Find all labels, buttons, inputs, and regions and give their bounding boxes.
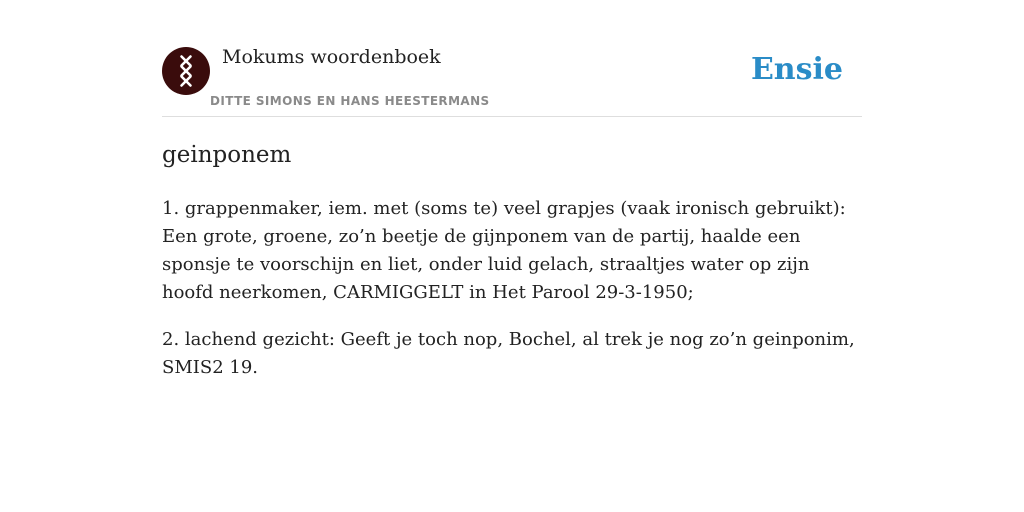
ensie-logo[interactable]: Ensie [750, 52, 843, 87]
dictionary-authors: DITTE SIMONS EN HANS HEESTERMANS [210, 94, 490, 108]
dictionary-header [162, 44, 862, 117]
entry-content [162, 139, 862, 401]
dictionary-title[interactable]: Mokums woordenboek [222, 46, 441, 68]
definition-1: 1. grappenmaker, iem. met (soms te) veel grapjes (vaak ironisch gebruikt): Een grote, groene, zo’n beetje de gijnponem van de partij, haalde een sponsje te voorschijn en liet, onder luid gelach, straaltjes water op zijn hoofd neerkomen, CARMIGGELT in Het Parool 29-3-1950; [162, 198, 846, 303]
entry-headword: geinponem [162, 142, 292, 168]
definition-2: 2. lachend gezicht: Geeft je toch nop, Bochel, al trek je nog zo’n geinponim, SMIS2 19. [162, 329, 855, 378]
amsterdam-xxx-icon[interactable] [162, 47, 210, 95]
andreas-crosses-icon [162, 47, 210, 95]
